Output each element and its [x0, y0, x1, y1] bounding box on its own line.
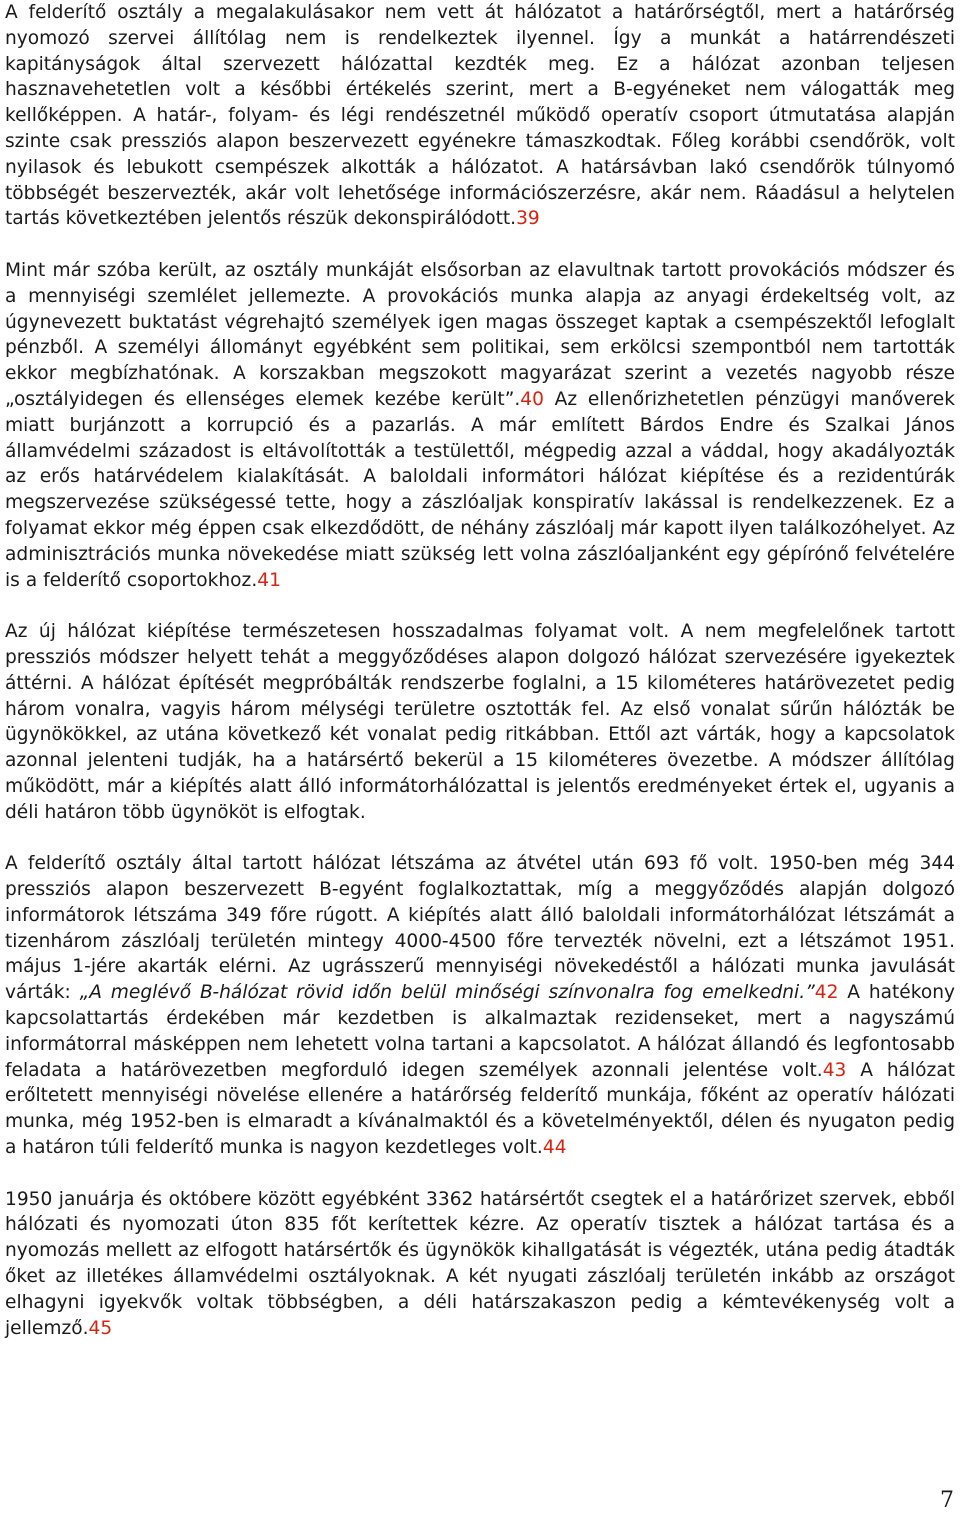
- paragraph-text: Az ellenőrizhetetlen pénzügyi manőverek miatt burjánzott a korrupció és a pazarlás. A már említett Bárdos Endre és Szalkai János államvédelmi századost is eltávolították a testülettől, mégpedig azzal a váddal, hogy akadályozták az erős határvédelem kialakítását. A baloldali informátori hálózat kiépítése és a rezidentúrák megszervezése szükségessé tette, hogy a zászlóaljak konspiratív lakással is rendelkezzenek. Ez a folyamat ekkor még éppen csak elkezdődött, de néhány zászlóalj már kapott ilyen találkozóhelyet. Az adminisztrációs munka növekedése miatt szükség lett volna zászlóaljanként egy gépírónő felvételére is a felderítő csoportokhoz.: [5, 388, 956, 591]
- footnote-reference-41[interactable]: 41: [257, 569, 281, 591]
- footnote-reference-40[interactable]: 40: [520, 388, 544, 410]
- page-number: 7: [940, 1488, 954, 1513]
- paragraph-text: A hálózat erőltetett mennyiségi növelése ellenére a határőrség felderítő munkája, főként az operatív hálózati munka, még 1952-ben is elmaradt a kívánalmaktól és a követelményektől, délen és nyugaton pedig a határon túli felderítő munka is nagyon kezdetleges volt.: [5, 1059, 955, 1159]
- footnote-reference-45[interactable]: 45: [88, 1317, 113, 1339]
- paragraph-text: A felderítő osztály által tartott hálózat létszáma az átvétel után 693 fő volt. 1950-ben még 344 pressziós alapon beszervezett B-egyént foglalkoztattak, míg a meggyőződés alapján dolgozó informátorok létszáma 349 főre rúgott. A kiépítés alatt álló baloldali informátorhálózat létszámát a tizenhárom zászlóalj területén mintegy 4000-4500 főre tervezték növelni, ezt a létszámot 1951. május 1-jére akarták elérni. Az ugrásszerű mennyiségi növekedéstől a hálózati munka javulását várták:: [5, 853, 955, 1004]
- paragraph: [5, 1187, 955, 1342]
- footnote-reference-43[interactable]: 43: [822, 1059, 847, 1081]
- paragraph: [5, 619, 955, 825]
- paragraph: [5, 851, 955, 1161]
- paragraph-text: 1950 januárja és októbere között egyébként 3362 határsértőt csegtek el a határőrizet szervek, ebből hálózati és nyomozati úton 835 főt kerítettek kézre. Az operatív tisztek a hálózat tartása és a nyomozás mellett az elfogott határsértők és ügynökök kihallgatását is végezték, utána pedig átadták őket az illetékes államvédelmi osztályoknak. A két nyugati zászlóalj területén inkább az országot elhagyni igyekvők voltak többségben, a déli határszakaszon pedig a kémtevékenység volt a jellemző.: [5, 1188, 955, 1339]
- paragraph: [5, 258, 955, 593]
- paragraph-text: A hatékony kapcsolattartás érdekében már kezdetben is alkalmaztak rezidenseket, mert a nagyszámú informátorral másképpen nem lehetett volna tartani a kapcsolatot. A hálózat állandó és legfontosabb feladata a határövezetben megforduló idegen személyek azonnali jelentése volt.: [5, 982, 956, 1081]
- document-body: [5, 0, 955, 1341]
- paragraph-text: A felderítő osztály a megalakulásakor nem vett át hálózatot a határőrségtől, mert a határőrség nyomozó szervei állítólag nem is rendelkeztek ilyennel. Így a munkát a határrendészeti kapitányságok által szervezett hálózattal kezdték meg. Ez a hálózat azonban teljesen hasznavehetetlen volt a későbbi értékelés szerint, mert a B-egyéneket nem válogatták meg kellőképpen. A határ-, folyam- és légi rendészetnél működő operatív csoport útmutatása alapján szinte csak pressziós alapon beszervezett egyénekre támaszkodtak. Főleg korábbi csendőrök, volt nyilasok és lebukott csempészek alkották a hálózatot. A határsávban lakó csendőrök túlnyomó többségét beszervezték, akár volt lehetősége információszerzésre, akár nem. Ráadásul a helytelen tartás következtében jelentős részük dekonspirálódott.: [5, 2, 955, 230]
- paragraph-text: Mint már szóba került, az osztály munkáját elsősorban az elavultnak tartott provokációs módszer és a mennyiségi szemlélet jellemezte. A provokációs munka alapja az anyagi érdekeltség volt, az úgynevezett buktatást végrehajtó személyek igen magas összeget kaptak a csempészektől lefoglalt pénzből. A személyi állományt egyébként sem politikai, sem erkölcsi szempontból nem tartották ekkor megbízhatónak. A korszakban megszokott magyarázat szerint a vezetés nagyobb része „osztályidegen és ellenséges elemek kezébe került”.: [5, 259, 955, 410]
- paragraph-text: Az új hálózat kiépítése természetesen hosszadalmas folyamat volt. A nem megfelelőnek tartott pressziós módszer helyett tehát a meggyőződéses alapon dolgozó hálózat szervezésére igyekeztek áttérni. A hálózat építését megpróbálták rendszerbe foglalni, a 15 kilométeres határövezetet pedig három vonalra, vagyis három mélységi területre osztották fel. Az első vonalat sűrűn hálózták be ügynökökkel, az utána következő két vonalat pedig ritkábban. Ettől azt várták, hogy a kapcsolatok azonnal jelenteni tudják, ha a határsértő bekerül a 15 kilométeres övezetbe. A módszer állítólag működött, már a kiépítés alatt álló informátorhálózattal is jelentős eredményeket értek el, ugyanis a déli határon több ügynököt is elfogtak.: [5, 621, 955, 823]
- footnote-reference-42[interactable]: 42: [814, 982, 839, 1004]
- quotation: „A meglévő B-hálózat rövid időn belül minőségi színvonalra fog emelkedni.”: [79, 982, 815, 1004]
- footnote-reference-44[interactable]: 44: [542, 1137, 567, 1159]
- footnote-reference-39[interactable]: 39: [516, 208, 540, 230]
- paragraph: [5, 0, 955, 232]
